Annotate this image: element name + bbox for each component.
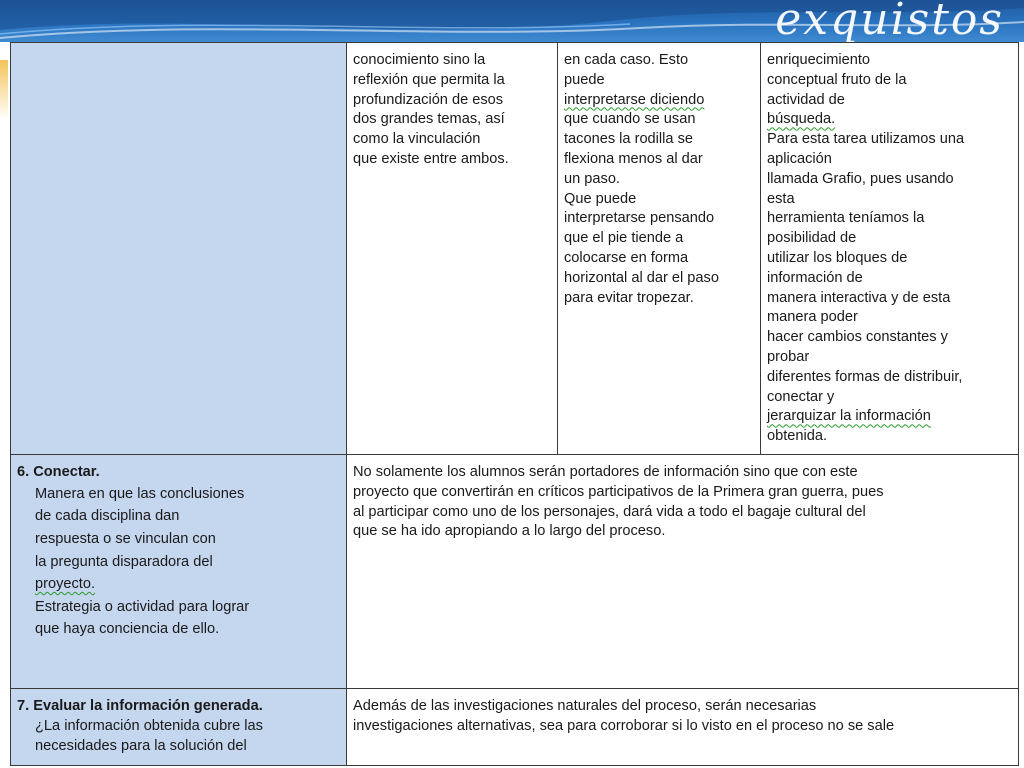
text-line: actividad de: [767, 91, 845, 108]
header-banner: [0, 0, 1024, 42]
text-line: para evitar tropezar.: [564, 289, 694, 306]
text-line: conectar y: [767, 388, 835, 405]
row1-col3-cell: [558, 43, 761, 455]
text-line: manera poder: [767, 309, 858, 326]
text-line: Que puede: [564, 190, 637, 207]
text-line: esta: [767, 190, 795, 207]
text-line: al participar como uno de los personajes, dará vida a todo el bagaje cultural del: [353, 503, 866, 520]
side-accent-bar: [0, 60, 8, 120]
text-line: flexiona menos al dar: [564, 150, 703, 167]
text-line: conocimiento sino la: [353, 52, 486, 68]
text-line: enriquecimiento: [767, 52, 871, 68]
text-line: dos grandes temas, así: [353, 111, 505, 128]
text-line: respuesta o se vinculan con: [35, 530, 216, 547]
text-line: conceptual fruto de la: [767, 71, 907, 88]
table-row: [11, 689, 1019, 766]
section-description: [17, 717, 340, 757]
section-title-evaluar: 7. Evaluar la información generada.: [17, 698, 263, 714]
text-line: la pregunta disparadora del: [35, 553, 213, 570]
evaluar-content-cell: [347, 689, 1019, 766]
text-line-spellcheck: búsqueda.: [767, 111, 836, 128]
text-line: que el pie tiende a: [564, 230, 684, 247]
text-line: que se ha ido apropiando a lo largo del proceso.: [353, 523, 666, 540]
text-line: llamada Grafio, pues usando: [767, 170, 954, 187]
text-line: reflexión que permita la: [353, 71, 505, 88]
text-line: colocarse en forma: [564, 249, 689, 266]
text-line: Estrategia o actividad para lograr: [35, 598, 250, 615]
row1-col4-cell: [761, 43, 1019, 455]
row1-col2-cell: [347, 43, 558, 455]
text-line: aplicación: [767, 150, 832, 167]
content-table: [10, 42, 1019, 766]
text-line: como la vinculación: [353, 131, 481, 148]
text-line: herramienta teníamos la: [767, 210, 925, 227]
text-line: que existe entre ambos.: [353, 150, 509, 167]
text-line: tacones la rodilla se: [564, 131, 693, 148]
text-line: No solamente los alumnos serán portadores de información sino que con este: [353, 464, 858, 480]
section-title-conectar: 6. Conectar.: [17, 464, 100, 480]
text-line: manera interactiva y de esta: [767, 289, 951, 306]
text-line: que haya conciencia de ello.: [35, 621, 220, 638]
conectar-content-cell: [347, 455, 1019, 689]
text-line: en cada caso. Esto: [564, 52, 689, 68]
row1-label-cell: [11, 43, 347, 455]
text-line: un paso.: [564, 170, 620, 187]
text-line: Para esta tarea utilizamos una: [767, 131, 965, 148]
text-line: ¿La información obtenida cubre las: [35, 717, 263, 734]
text-line: investigaciones alternativas, sea para corroborar si lo visto en el proceso no se sale: [353, 717, 895, 734]
text-line: que cuando se usan: [564, 111, 696, 128]
text-line: probar: [767, 348, 810, 365]
text-line: obtenida.: [767, 428, 828, 445]
text-line: utilizar los bloques de: [767, 249, 908, 266]
text-line: necesidades para la solución del: [35, 737, 247, 754]
text-line: de cada disciplina dan: [35, 508, 180, 525]
text-line-spellcheck: interpretarse diciendo: [564, 91, 705, 108]
text-line: diferentes formas de distribuir,: [767, 368, 963, 385]
text-line: proyecto que convertirán en críticos participativos de la Primera gran guerra, pues: [353, 483, 884, 500]
text-line: posibilidad de: [767, 230, 857, 247]
section-description: [17, 483, 340, 641]
evaluar-label-cell: [11, 689, 347, 766]
text-line: interpretarse pensando: [564, 210, 715, 227]
brand-logo-text: exquistos: [775, 0, 1004, 42]
text-line: Además de las investigaciones naturales del proceso, serán necesarias: [353, 698, 817, 714]
table-row: [11, 455, 1019, 689]
conectar-label-cell: [11, 455, 347, 689]
text-line: profundización de esos: [353, 91, 504, 108]
table-row: [11, 43, 1019, 455]
text-line: Manera en que las conclusiones: [35, 485, 245, 502]
text-line: puede: [564, 71, 605, 88]
text-line-spellcheck: jerarquizar la información: [767, 408, 931, 425]
text-line: horizontal al dar el paso: [564, 269, 719, 286]
text-line-spellcheck: proyecto.: [35, 576, 96, 593]
text-line: hacer cambios constantes y: [767, 329, 948, 346]
text-line: información de: [767, 269, 863, 286]
